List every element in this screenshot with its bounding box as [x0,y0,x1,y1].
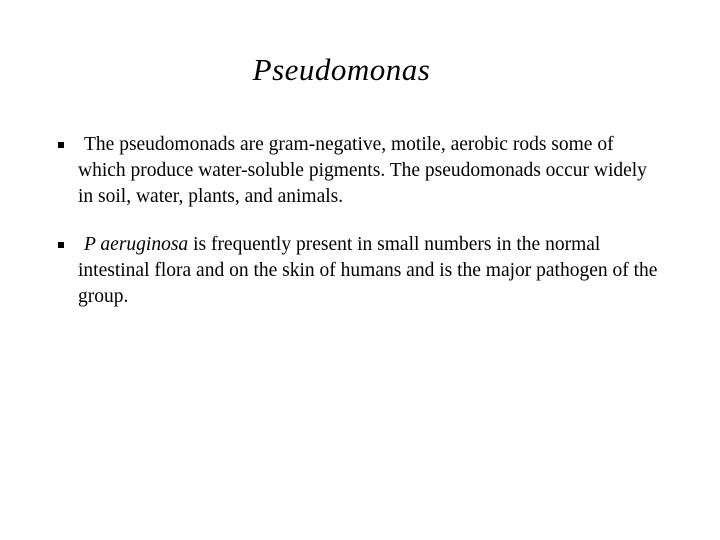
bullet-text: is frequently present in small numbers in the normal intestinal flora and on the skin of humans and is the major pathogen of the group. [78,234,658,307]
square-bullet-icon [58,242,64,248]
bullet-text: The pseudomonads are gram-negative, motile, aerobic rods some of which produce water-soluble pigments. The pseudomonads occur widely in soil, water, plants, and animals. [78,134,647,207]
slide-title: Pseudomonas [252,52,431,87]
square-bullet-icon [58,142,64,148]
bullet-item [58,132,658,210]
bullet-item [58,232,658,310]
species-name: P aeruginosa [84,234,189,255]
bullet-list [58,132,658,332]
